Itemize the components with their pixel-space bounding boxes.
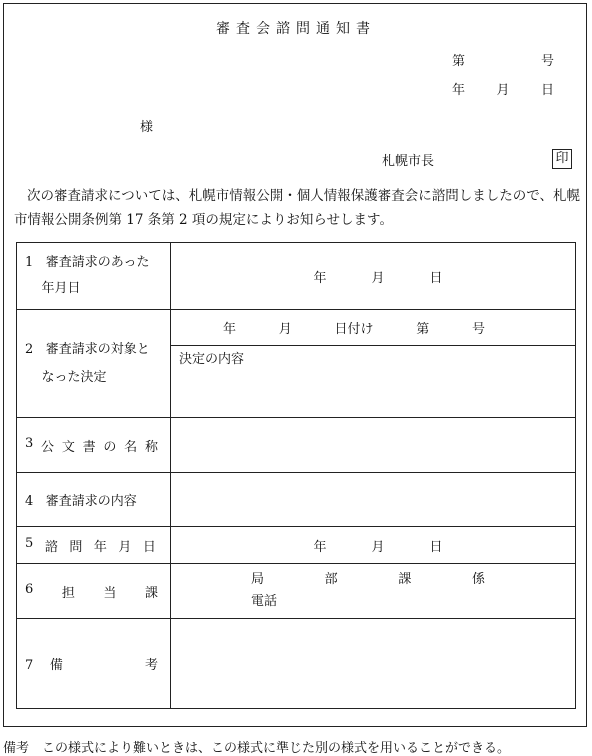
dated-unit: 日付け xyxy=(334,322,374,337)
department-field[interactable] xyxy=(171,564,576,619)
issue-year: 年 xyxy=(452,83,466,98)
issue-date xyxy=(452,79,554,98)
inquiry-table xyxy=(16,242,576,709)
notice-body: 次の審査請求については、札幌市情報公開・個人情報保護審査会に諮問しましたので、札幌市情報公開条例第 17 条第 2 項の規定によりお知らせします。 xyxy=(14,188,580,228)
label-char: 称 xyxy=(144,439,158,455)
department-label xyxy=(17,564,171,619)
number-suffix: 号 xyxy=(540,54,554,69)
label-char: 年 xyxy=(93,539,107,555)
row-inquiry-date xyxy=(17,527,576,564)
document-number xyxy=(452,50,554,69)
document-title: 審査会諮問通知書 xyxy=(216,21,376,37)
addressee-suffix: 様 xyxy=(140,120,154,135)
request-content-label xyxy=(17,473,171,527)
unit-unit: 係 xyxy=(471,572,485,587)
day-unit: 日 xyxy=(429,539,443,555)
footer-note: 備考 この様式により難いときは、この様式に準じた別の様式を用いることができる。 xyxy=(3,741,511,756)
dept-unit: 部 xyxy=(324,572,338,587)
request-content-field[interactable] xyxy=(171,473,576,527)
issue-day: 日 xyxy=(540,83,554,98)
row-document-name xyxy=(17,418,576,473)
row-number: 3 xyxy=(25,435,34,451)
row-department xyxy=(17,564,576,619)
decision-label xyxy=(17,310,171,418)
decision-field[interactable] xyxy=(171,310,576,418)
request-date-label xyxy=(17,243,171,310)
row-number: 2 xyxy=(25,341,34,357)
inquiry-date-field[interactable] xyxy=(171,527,576,564)
section-unit: 課 xyxy=(398,572,412,587)
label-char: 書 xyxy=(82,439,96,455)
label-char: 問 xyxy=(69,539,83,555)
number-prefix: 第 xyxy=(452,54,466,69)
label-char: 日 xyxy=(142,539,156,555)
seal-mark: 印 xyxy=(552,149,572,169)
no-prefix: 第 xyxy=(416,322,430,337)
label-char: 考 xyxy=(144,658,158,673)
row-request-content xyxy=(17,473,576,527)
request-date-field[interactable] xyxy=(171,243,576,310)
document-name-field[interactable] xyxy=(171,418,576,473)
label-char: 文 xyxy=(61,439,75,455)
label-line: なった決定 xyxy=(41,369,107,385)
inquiry-date-label xyxy=(17,527,171,564)
year-unit: 年 xyxy=(223,322,237,337)
row-number: 4 xyxy=(25,494,34,509)
sender-name: 札幌市長 xyxy=(382,154,435,169)
label-line: 年月日 xyxy=(41,281,81,296)
label-char: 課 xyxy=(144,585,158,601)
no-suffix: 号 xyxy=(471,322,485,337)
label-line: 審査請求のあった xyxy=(45,255,150,270)
row-number: 1 xyxy=(25,255,34,270)
label-char: 諮 xyxy=(44,539,58,555)
remarks-field[interactable] xyxy=(171,619,576,709)
row-number: 5 xyxy=(25,535,34,551)
decision-date-line xyxy=(171,310,575,346)
row-request-date xyxy=(17,243,576,310)
label-line: 審査請求の対象と xyxy=(45,341,150,357)
month-unit: 月 xyxy=(278,322,292,337)
phone-label: 電話 xyxy=(251,594,278,609)
day-unit: 日 xyxy=(429,270,443,286)
label-char: 公 xyxy=(41,439,55,455)
row-remarks xyxy=(17,619,576,709)
year-unit: 年 xyxy=(313,270,327,286)
label-char: 名 xyxy=(124,439,138,455)
bureau-unit: 局 xyxy=(251,572,265,587)
decision-content-label: 決定の内容 xyxy=(179,352,245,367)
year-unit: 年 xyxy=(313,539,327,555)
label-char: 当 xyxy=(103,585,117,601)
month-unit: 月 xyxy=(371,539,385,555)
row-number: 7 xyxy=(25,658,34,673)
label-char: 担 xyxy=(61,585,75,601)
label-char: 月 xyxy=(118,539,132,555)
label-char: 備 xyxy=(49,658,63,673)
row-decision xyxy=(17,310,576,418)
row-number: 6 xyxy=(25,581,34,597)
month-unit: 月 xyxy=(371,270,385,286)
remarks-label xyxy=(17,619,171,709)
label-char: の xyxy=(103,439,117,455)
issue-month: 月 xyxy=(496,83,510,98)
document-name-label xyxy=(17,418,171,473)
label-text: 審査請求の内容 xyxy=(45,494,137,509)
